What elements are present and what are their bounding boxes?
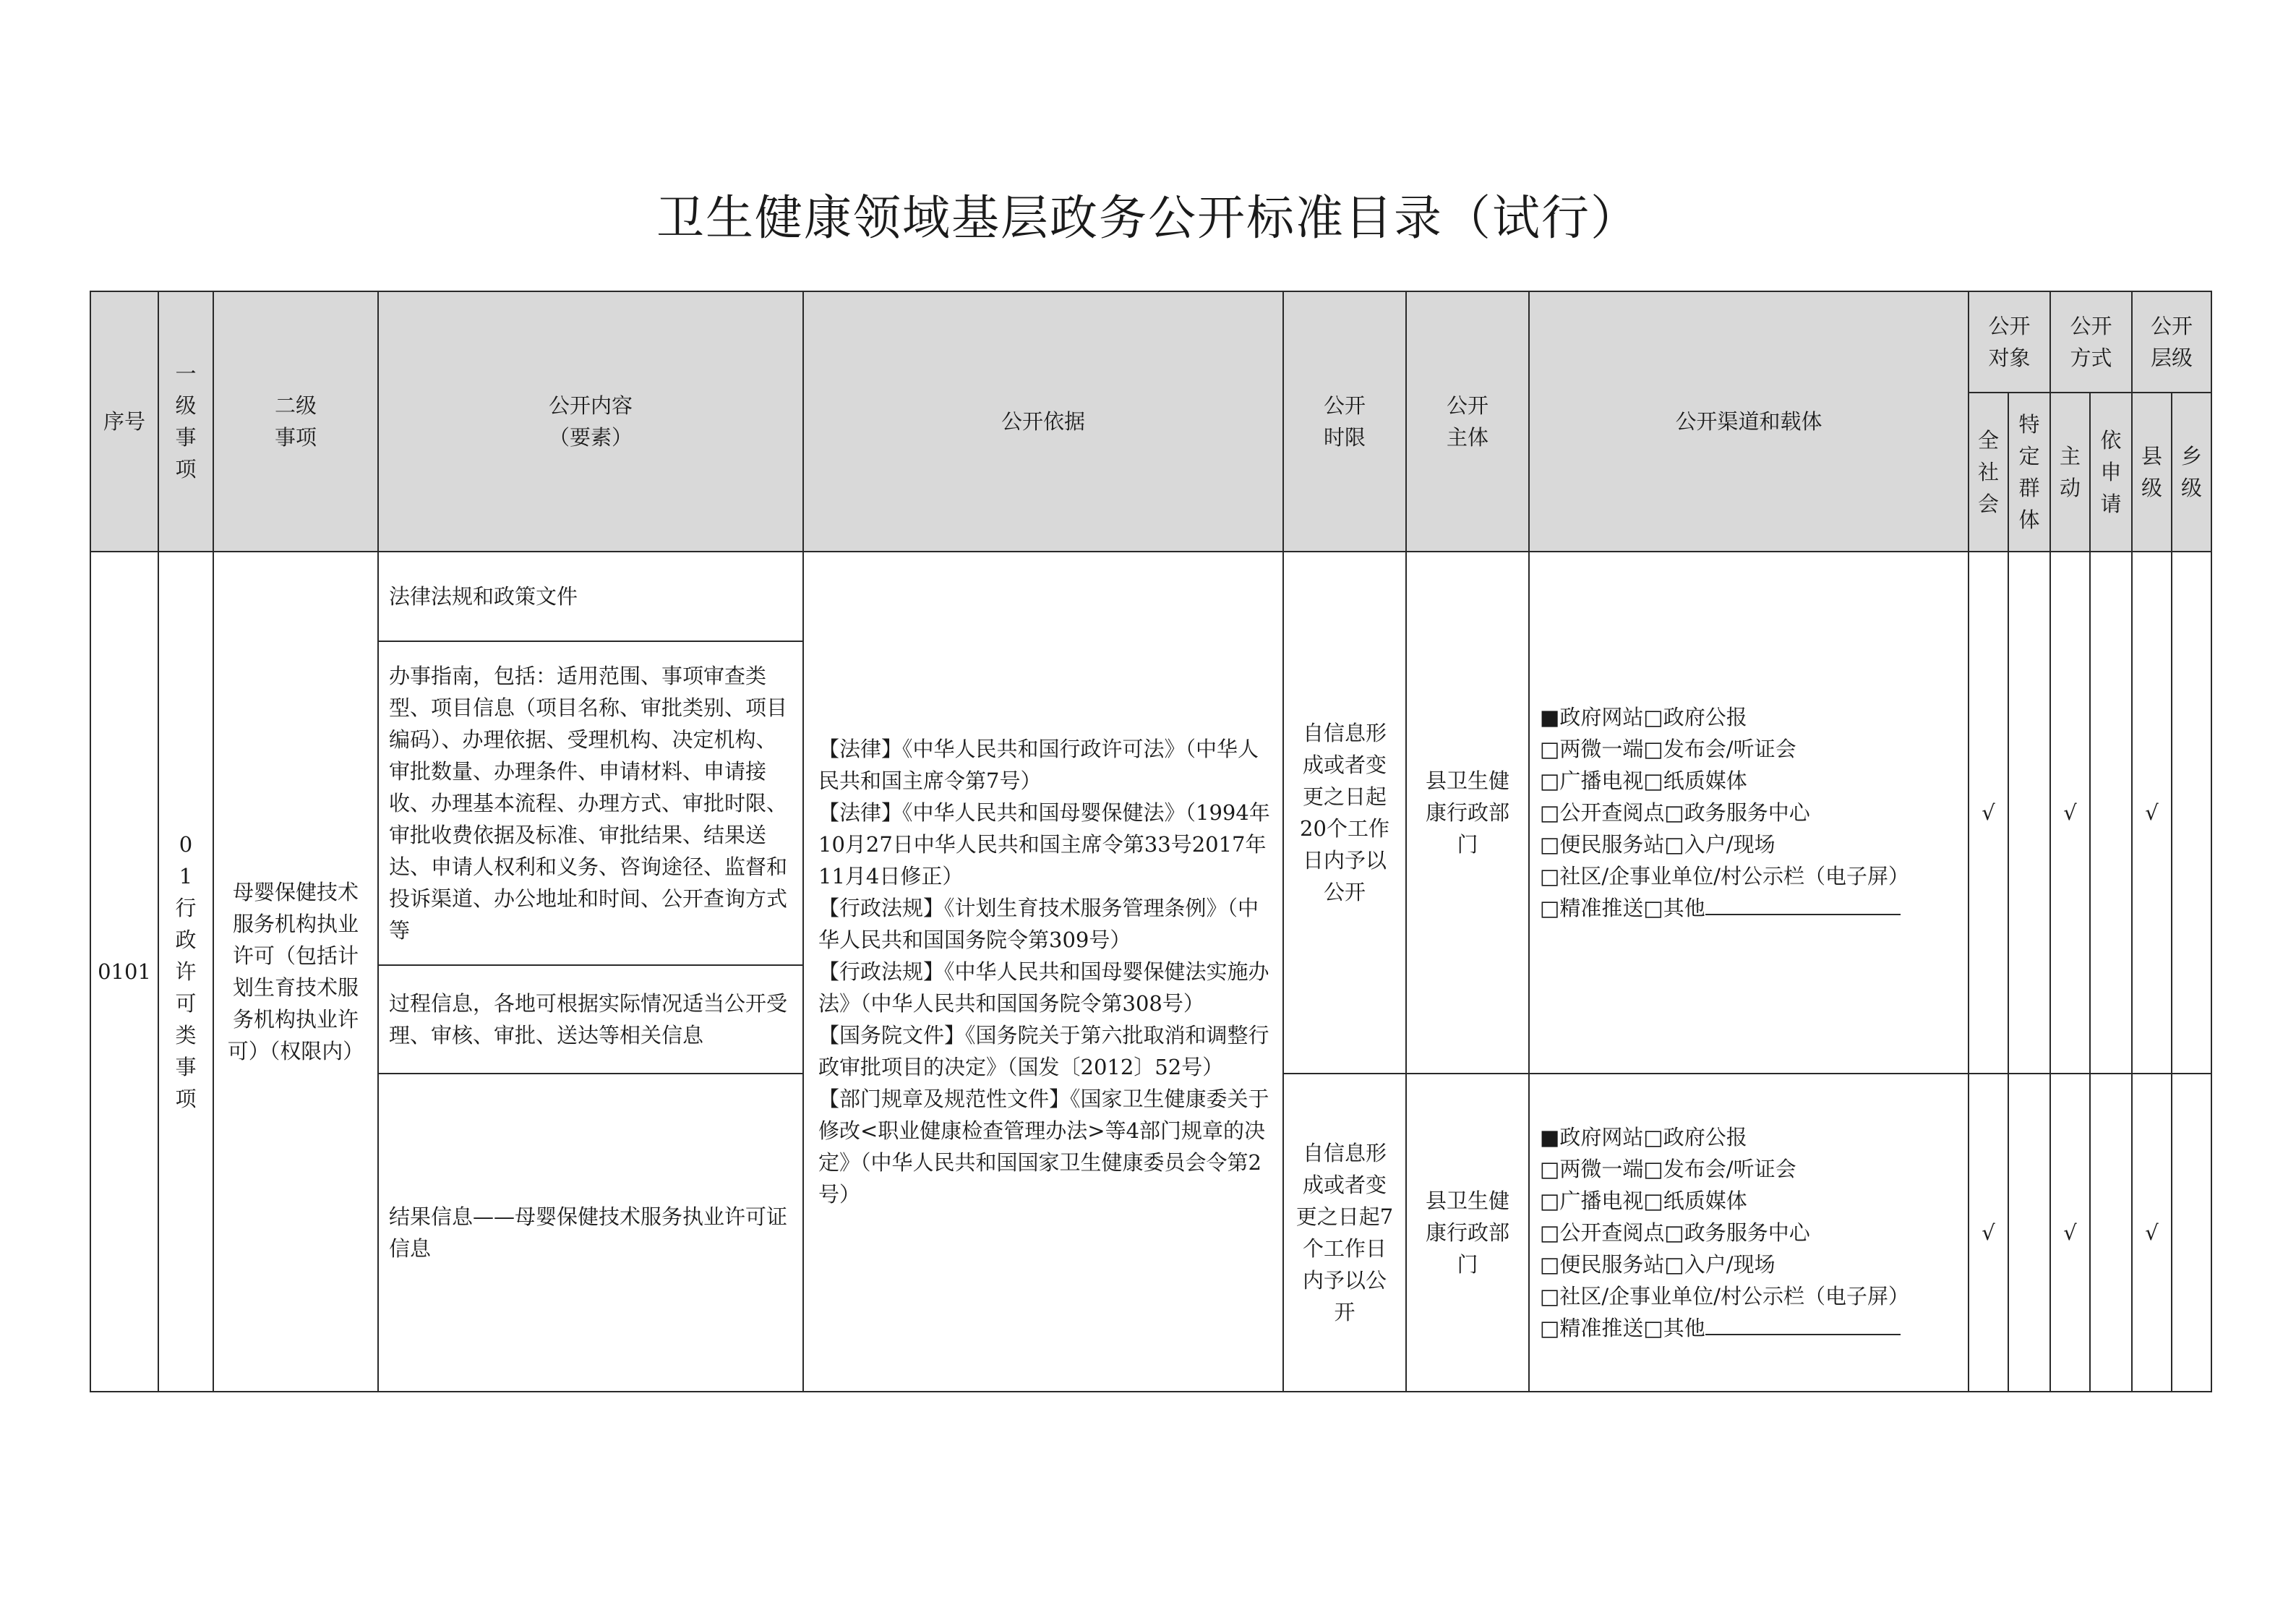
cell-method-active-2: √ [2050,1074,2090,1392]
cell-target-all-1: √ [1969,552,2008,1074]
header-method-active [2050,393,2090,552]
channel-line: □精准推送□其他 [1540,1316,1705,1340]
header-target-group-text: 特定群体 [2018,412,2040,532]
header-level2 [213,291,378,552]
header-timelimit-line1: 公开 [1323,393,1366,418]
cell-subject-2: 县卫生健康行政部门 [1406,1074,1529,1392]
cell-method-apply-1 [2090,552,2132,1074]
cell-level1-text: 01行政许可类事项 [175,832,197,1111]
header-target-all-text: 全社会 [1977,428,1999,516]
channel-line: □两微一端□发布会/听证会 [1540,1157,1796,1181]
header-timelimit [1283,291,1406,552]
header-level-line1: 公开 [2151,314,2193,338]
cell-seq: 0101 [90,552,158,1392]
channel-line: □公开查阅点□政务服务中心 [1540,1220,1810,1245]
header-content-line1: 公开内容 [548,393,633,418]
channel-line: □精准推送□其他 [1540,896,1705,920]
header-channel: 公开渠道和载体 [1529,291,1969,552]
header-method-apply [2090,393,2132,552]
cell-basis [803,552,1283,1392]
header-target-all [1969,393,2008,552]
channel-line: □广播电视□纸质媒体 [1540,1189,1747,1213]
cell-level-county-2: √ [2132,1074,2172,1392]
basis-item: 【行政法规】《计划生育技术服务管理条例》（中华人民共和国国务院令第309号） [818,896,1259,952]
header-timelimit-line2: 时限 [1323,425,1366,450]
header-level-county-text: 县级 [2141,444,2163,500]
cell-content-4: 结果信息——母婴保健技术服务执业许可证信息 [378,1074,803,1392]
channel-line: □便民服务站□入户/现场 [1540,832,1775,857]
table-row [90,552,2211,641]
header-method-line1: 公开 [2070,314,2112,338]
header-level-town [2172,393,2211,552]
channel-line: □公开查阅点□政务服务中心 [1540,800,1810,825]
header-target [1969,291,2050,393]
cell-level-county-1: √ [2132,552,2172,1074]
basis-item: 【法律】《中华人民共和国母婴保健法》（1994年10月27日中华人民共和国主席令第33号2017年11月4日修正） [818,800,1270,888]
cell-channel-2 [1529,1074,1969,1392]
cell-level-town-2 [2172,1074,2211,1392]
header-level-town-text: 乡级 [2181,444,2203,500]
cell-level1 [158,552,213,1392]
channel-line: ■政府网站□政府公报 [1540,1125,1747,1149]
header-level-county [2132,393,2172,552]
other-blank-line [1705,1312,1901,1335]
channel-line: □便民服务站□入户/现场 [1540,1252,1775,1277]
cell-method-active-1: √ [2050,552,2090,1074]
header-level2-line1: 二级 [274,393,317,418]
header-target-group [2008,393,2050,552]
header-level1 [158,291,213,552]
basis-item: 【国务院文件】《国务院关于第六批取消和调整行政审批项目的决定》（国发〔2012〕52号） [818,1023,1269,1079]
cell-channel-1 [1529,552,1969,1074]
page-title: 卫生健康领域基层政务公开标准目录（试行） [656,190,1640,246]
header-method-active-text: 主动 [2060,444,2081,500]
header-method-line2: 方式 [2070,346,2112,370]
channel-line: ■政府网站□政府公报 [1540,705,1747,729]
cell-target-all-2: √ [1969,1074,2008,1392]
header-target-line2: 对象 [1988,346,2031,370]
header-subject-line1: 公开 [1446,393,1488,418]
cell-timelimit-1: 自信息形成或者变更之日起20个工作日内予以公开 [1283,552,1406,1074]
channel-line: □社区/企事业单位/村公示栏（电子屏） [1540,1284,1909,1309]
header-subject-line2: 主体 [1446,425,1488,450]
cell-target-group-1 [2008,552,2050,1074]
header-level-line2: 层级 [2151,346,2193,370]
cell-subject-1: 县卫生健康行政部门 [1406,552,1529,1074]
header-content [378,291,803,552]
cell-level-town-1 [2172,552,2211,1074]
cell-content-2: 办事指南，包括：适用范围、事项审查类型、项目信息（项目名称、审批类别、项目编码）、办理依据、受理机构、决定机构、审批数量、办理条件、申请材料、申请接收、办理基本流程、办理方式、审批时限、审批收费依据及标准、审批结果、结果送达、申请人权利和义务、咨询途径、监督和投诉渠道、办公地址和时间、公开查询方式等 [378,641,803,965]
channel-line: □广播电视□纸质媒体 [1540,768,1747,793]
catalog-table [90,291,2212,1392]
header-level [2132,291,2211,393]
basis-item: 【部门规章及规范性文件】《国家卫生健康委关于修改<职业健康检查管理办法>等4部门规章的决定》（中华人民共和国国家卫生健康委员会令第2号） [818,1087,1269,1207]
other-blank-line [1705,892,1901,915]
cell-target-group-2 [2008,1074,2050,1392]
channel-line-last [1540,892,1961,924]
header-level1-text: 一级事项 [175,361,197,481]
basis-item: 【法律】《中华人民共和国行政许可法》（中华人民共和国主席令第7号） [818,737,1259,793]
cell-timelimit-2: 自信息形成或者变更之日起7个工作日内予以公开 [1283,1074,1406,1392]
header-method [2050,291,2132,393]
header-basis: 公开依据 [803,291,1283,552]
cell-level2: 母婴保健技术服务机构执业许可（包括计划生育技术服务机构执业许可）（权限内） [213,552,378,1392]
basis-item: 【行政法规】《中华人民共和国母婴保健法实施办法》（中华人民共和国国务院令第308号） [818,959,1269,1016]
cell-content-3: 过程信息，各地可根据实际情况适当公开受理、审核、审批、送达等相关信息 [378,965,803,1074]
channel-line: □两微一端□发布会/听证会 [1540,737,1796,761]
cell-method-apply-2 [2090,1074,2132,1392]
cell-content-1: 法律法规和政策文件 [378,552,803,641]
header-content-line2: （要素） [548,425,633,450]
header-level2-line2: 事项 [274,425,317,450]
header-target-line1: 公开 [1988,314,2031,338]
header-subject [1406,291,1529,552]
header-method-apply-text: 依申请 [2100,428,2122,516]
header-seq: 序号 [90,291,158,552]
channel-line-last [1540,1312,1961,1344]
channel-line: □社区/企事业单位/村公示栏（电子屏） [1540,864,1909,888]
